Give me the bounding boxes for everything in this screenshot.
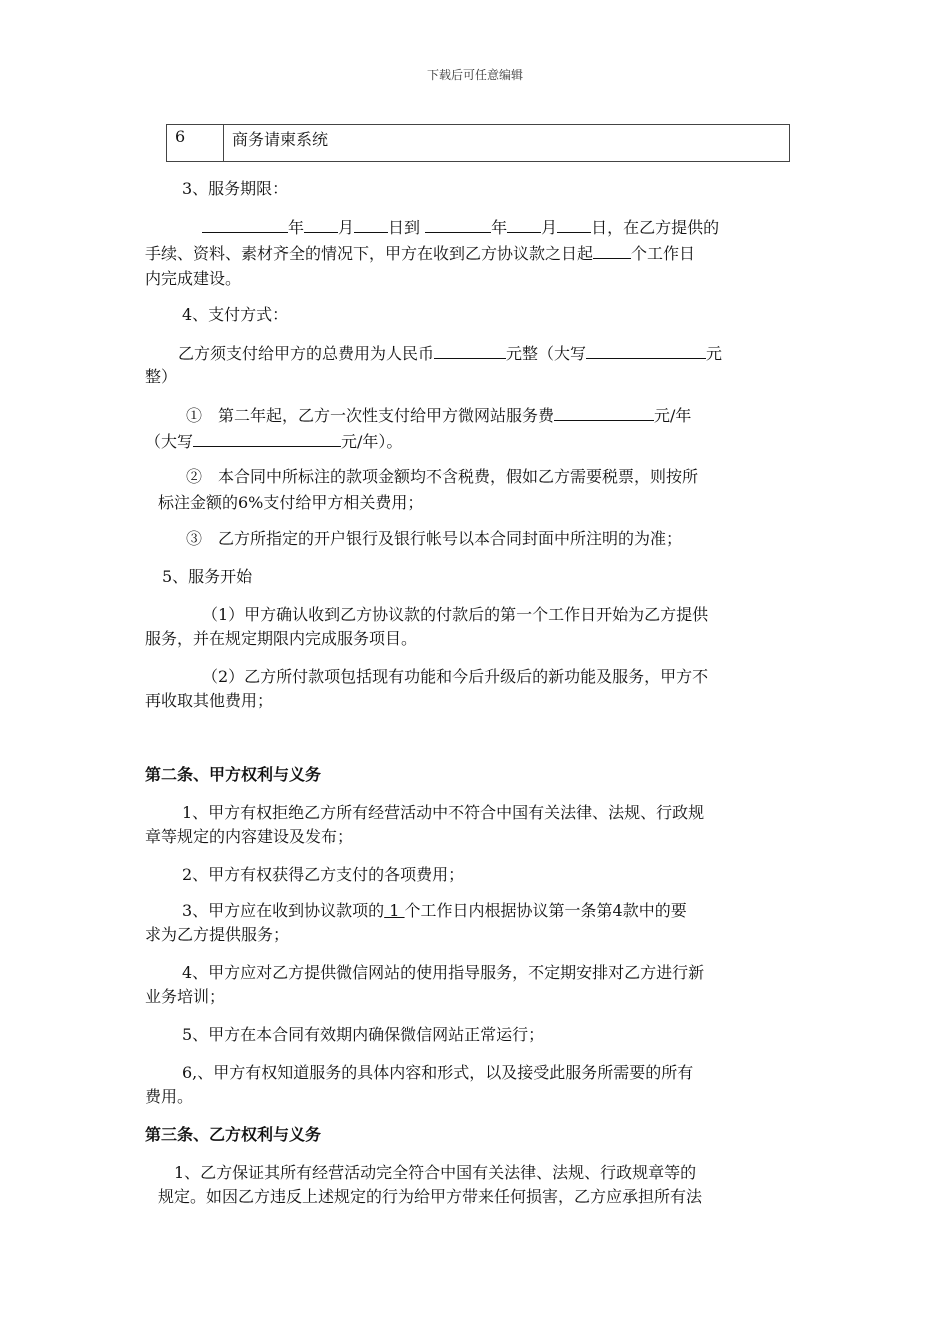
article-2-title: 第二条、甲方权利与义务 [145,765,322,784]
payment-item-1-line-2: （大写 元/年）。 [145,428,810,455]
service-table [166,124,790,162]
article-2-clause-5: 5、甲方在本合同有效期内确保微信网站正常运行； [182,1025,545,1044]
payment-item-1: ① 第二年起，乙方一次性支付给甲方微网站服务费 元/年 [186,402,810,429]
article-3-clause-1-line-2: 规定。如因乙方违反上述规定的行为给甲方带来任何损害，乙方应承担所有法 [158,1187,703,1206]
payment-item-3: ③ 乙方所指定的开户银行及银行帐号以本合同封面中所注明的为准； [186,529,683,548]
service-period-line: 年 月 日到 年 月 日，在乙方提供的 [202,214,812,241]
service-period-line-2: 手续、资料、素材齐全的情况下，甲方在收到乙方协议款之日起 个工作日 [145,240,810,267]
article-2-clause-4-line-2: 业务培训； [145,987,226,1006]
service-start-2-line-2: 再收取其他费用； [145,691,274,710]
article-2-clause-3: 3、甲方应在收到协议款项的 1 个工作日内根据协议第一条第4款中的要 [182,901,687,920]
total-fee-line-2: 整） [145,367,178,386]
section-4-title: 4、支付方式： [182,305,289,324]
table-row [167,125,790,162]
service-start-1-line-2: 服务，并在规定期限内完成服务项目。 [145,629,418,648]
article-2-clause-1-line-2: 章等规定的内容建设及发布； [145,827,354,846]
total-fee-line: 乙方须支付给甲方的总费用为人民币 元整（大写 元 [178,340,810,367]
article-3-clause-1: 1、乙方保证其所有经营活动完全符合中国有关法律、法规、行政规章等的 [174,1163,697,1182]
article-3-title: 第三条、乙方权利与义务 [145,1125,322,1144]
service-start-1: （1）甲方确认收到乙方协议款的付款后的第一个工作日开始为乙方提供 [202,605,709,624]
service-period-line-3: 内完成建设。 [145,269,242,288]
article-2-clause-2: 2、甲方有权获得乙方支付的各项费用； [182,865,465,884]
section-3-title: 3、服务期限： [182,179,289,198]
page-header: 下载后可任意编辑 [426,68,523,82]
article-2-clause-1: 1、甲方有权拒绝乙方所有经营活动中不符合中国有关法律、法规、行政规 [182,803,705,822]
article-2-clause-3-line-2: 求为乙方提供服务； [145,925,290,944]
table-cell-number: 6 [167,125,224,162]
article-2-clause-6-line-2: 费用。 [145,1087,194,1106]
article-2-clause-6: 6,、甲方有权知道服务的具体内容和形式，以及接受此服务所需要的所有 [182,1063,694,1082]
payment-item-2-line-2: 标注金额的6%支付给甲方相关费用； [158,493,424,512]
article-2-clause-4: 4、甲方应对乙方提供微信网站的使用指导服务，不定期安排对乙方进行新 [182,963,705,982]
service-start-2: （2）乙方所付款项包括现有功能和今后升级后的新功能及服务，甲方不 [202,667,709,686]
section-5-title: 5、服务开始 [162,567,253,586]
payment-item-2: ② 本合同中所标注的款项金额均不含税费，假如乙方需要税票，则按所 [186,467,699,486]
table-cell-name: 商务请柬系统 [224,125,790,162]
